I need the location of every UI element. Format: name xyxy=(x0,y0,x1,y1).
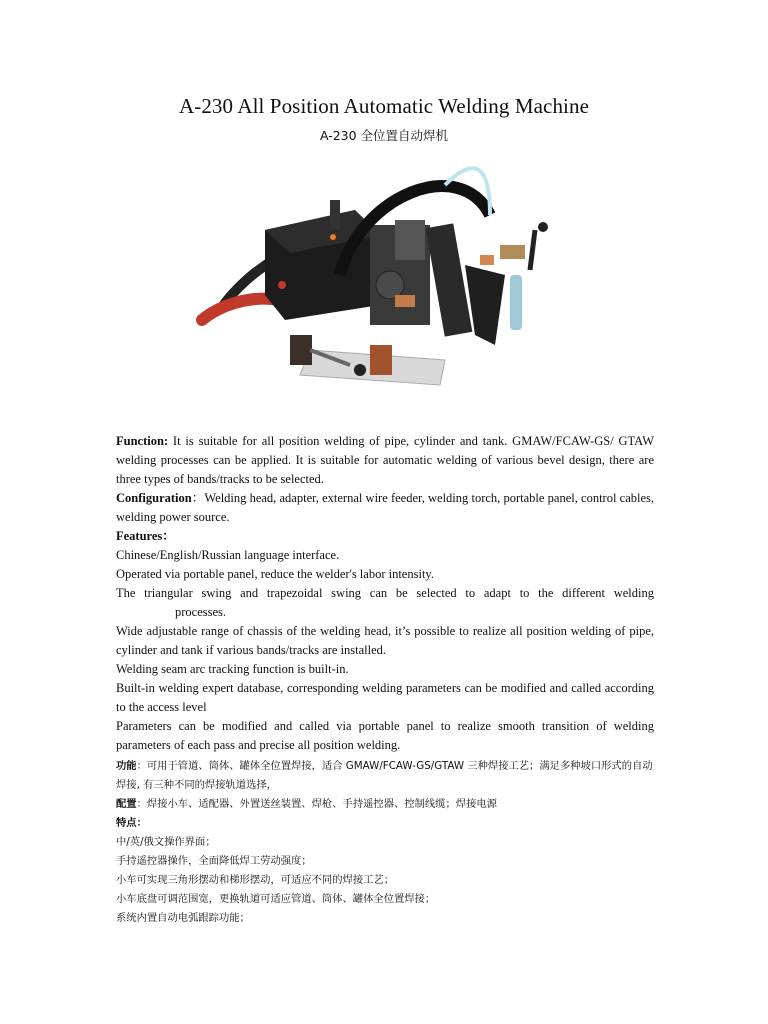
cn-feature-item: 系统内置自动电弧跟踪功能； xyxy=(116,912,250,924)
feature-item-continuation: processes. xyxy=(175,605,227,619)
feature-item: Operated via portable panel, reduce the welder's labor intensity. xyxy=(116,567,434,581)
cn-function-text: ：可用于管道、筒体、罐体全位置焊接，适合 GMAW/FCAW-GS/GTAW 三种焊接工艺；满足多种坡口形式的自动焊接, 有三种不同的焊接轨道选择， xyxy=(116,760,653,791)
configuration-text: ：Welding head, adapter, external wire feeder, welding torch, portable panel, control cables, welding power source. xyxy=(116,491,654,524)
configuration-label: Configuration xyxy=(116,491,192,505)
welding-machine-photo xyxy=(190,145,555,393)
configuration-paragraph xyxy=(116,489,654,527)
function-label: Function: xyxy=(116,434,169,448)
feature-item: The triangular swing and trapezoidal swing can be selected to adapt to the different welding xyxy=(116,586,654,600)
cn-features-label: 特点 xyxy=(116,817,137,829)
page-title: A-230 All Position Automatic Welding Machine xyxy=(178,94,590,118)
cn-feature-item: 小车底盘可调范围宽，更换轨道可适应管道、筒体、罐体全位置焊接； xyxy=(116,893,436,905)
function-paragraph xyxy=(116,432,654,489)
cn-function-label: 功能 xyxy=(116,760,137,772)
cn-feature-item: 小车可实现三角形摆动和梯形摆动，可适应不同的焊接工艺； xyxy=(116,874,395,886)
feature-item: Built-in welding expert database, corresponding welding parameters can be modified and called according to the access level xyxy=(116,681,654,714)
cn-configuration-label: 配置 xyxy=(116,798,137,810)
cn-features-heading xyxy=(116,814,654,833)
cn-feature-item: 手持遥控器操作，全面降低焊工劳动强度； xyxy=(116,855,312,867)
cn-features-colon: ： xyxy=(136,817,147,829)
features-colon: ： xyxy=(162,529,175,543)
feature-item: Chinese/English/Russian language interface. xyxy=(116,548,340,562)
cn-function-paragraph xyxy=(116,757,654,795)
feature-item: Wide adjustable range of chassis of the welding head, it’s possible to realize all position welding of pipe, cylinder and tank if various bands/tracks are installed. xyxy=(116,624,654,657)
function-text: It is suitable for all position welding of pipe, cylinder and tank. GMAW/FCAW-GS/ GTAW welding processes can be applied. It is suitable for automatic welding of various bevel design, there are three types of bands/tracks to be selected. xyxy=(116,434,654,486)
features-label: Features xyxy=(116,529,163,543)
feature-item: Parameters can be modified and called via portable panel to realize smooth transition of welding parameters of each pass and precise all position welding. xyxy=(116,719,654,752)
chinese-description xyxy=(116,757,654,928)
cn-configuration-text: ：焊接小车、适配器、外置送丝装置、焊枪、手持遥控器、控制线缆；焊接电源 xyxy=(136,798,497,810)
cn-feature-item: 中/英/俄文操作界面； xyxy=(116,836,216,848)
feature-item: Welding seam arc tracking function is built-in. xyxy=(116,662,349,676)
page-subtitle: A-230 全位置自动焊机 xyxy=(319,128,449,143)
features-heading xyxy=(116,527,654,546)
english-description xyxy=(116,432,654,755)
cn-configuration-paragraph xyxy=(116,795,654,814)
